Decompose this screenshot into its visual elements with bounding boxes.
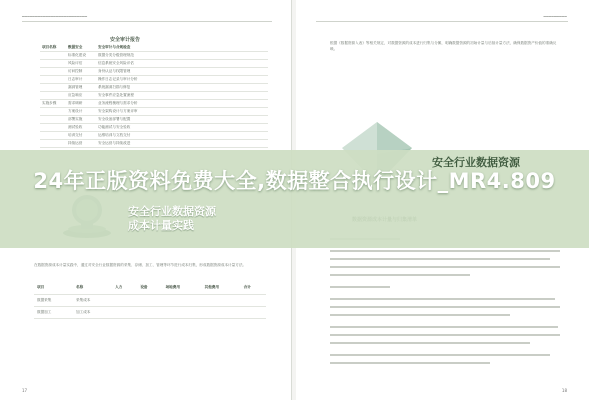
table-cell: 业务流程梳理与需求分析 (96, 100, 268, 108)
table-cell (40, 140, 66, 148)
text-line (330, 362, 490, 364)
table-cell (112, 294, 137, 306)
table-cell: 安全审计与合规检查 (96, 44, 268, 52)
table-row (40, 132, 268, 140)
table-cell (40, 60, 66, 68)
table-row (34, 306, 266, 318)
table-cell: 安全运营与持续改进 (96, 140, 268, 148)
text-line (330, 314, 510, 316)
table-cell: 信息系统安全风险评估 (96, 60, 268, 68)
table-title: 安全审计报告 (110, 37, 141, 43)
table-header-cell: 名称 (73, 282, 112, 294)
table-cell: 安全设备部署与配置 (96, 116, 268, 124)
table-cell: 标准化建设 (66, 52, 96, 60)
table-cell: 加工成本 (73, 306, 112, 318)
table-header-cell: 设备 (137, 282, 162, 294)
table-cell: 数据安全 (66, 44, 96, 52)
table-cell: 部署实施 (66, 116, 96, 124)
table-row (40, 52, 268, 60)
table-cell (40, 68, 66, 76)
table-row (40, 44, 268, 52)
text-line (330, 342, 530, 344)
table-cell: 运维培训与文档交付 (96, 132, 268, 140)
page-number-right: 18 (561, 388, 567, 393)
table-cell (163, 294, 202, 306)
table-cell: 需求调研 (66, 100, 96, 108)
cost-table (34, 282, 266, 319)
text-line (330, 306, 560, 308)
text-line (330, 354, 550, 356)
table-cell: 数据分类分级管理规范 (96, 52, 268, 60)
table-header-cell: 人力 (112, 282, 137, 294)
table-cell: 方案设计 (66, 108, 96, 116)
table-cell: 操作日志记录与审计分析 (96, 76, 268, 84)
table-row (40, 108, 268, 116)
text-line (330, 274, 470, 276)
table-row (40, 92, 268, 100)
table-cell: 持续运营 (66, 140, 96, 148)
table-cell (40, 52, 66, 60)
text-line (330, 326, 558, 328)
right-section-title: 安全行业数据资源 (432, 156, 520, 169)
text-line (330, 286, 390, 288)
table-cell (40, 84, 66, 92)
table-cell (40, 92, 66, 100)
table-cell: 实施步骤 (40, 100, 66, 108)
table-cell (137, 306, 162, 318)
table-cell (40, 116, 66, 124)
table-header-row (34, 282, 266, 294)
header-rule (316, 21, 568, 22)
table-row (40, 100, 268, 108)
table-cell (40, 108, 66, 116)
table-cell (163, 306, 202, 318)
table-cell: 功能测试与安全验收 (96, 124, 268, 132)
text-line (330, 334, 560, 336)
table-header-cell: 项目 (34, 282, 73, 294)
table-cell (112, 306, 137, 318)
table-cell (40, 132, 66, 140)
table-cell: 应急响应 (66, 92, 96, 100)
table-row (40, 124, 268, 132)
table-cell: 安全事件应急处置流程 (96, 92, 268, 100)
table-header-cell: 场地费用 (163, 282, 202, 294)
table-cell: 安全架构设计与方案评审 (96, 108, 268, 116)
table-row (40, 68, 268, 76)
audit-table (40, 44, 268, 148)
table-row (40, 140, 268, 148)
banner-title: 24年正版资料免费大全,数据整合执行设计_MR4.809 (33, 169, 556, 193)
page-number-left: 17 (22, 388, 28, 393)
table-cell (137, 294, 162, 306)
table-cell: 数据采集 (34, 294, 73, 306)
table-cell: 培训交付 (66, 132, 96, 140)
header-rule (22, 21, 272, 22)
table-row (40, 76, 268, 84)
table-cell: 访问控制 (66, 68, 96, 76)
table-cell: 系统漏洞扫描与修复 (96, 84, 268, 92)
table-cell: 数据加工 (34, 306, 73, 318)
table-cell (202, 294, 241, 306)
table-cell: 风险评估 (66, 60, 96, 68)
table-cell: 漏洞管理 (66, 84, 96, 92)
left-section-title (128, 205, 216, 233)
section-title-line-1: 安全行业数据资源 (128, 205, 216, 218)
text-line (330, 250, 560, 252)
table-cell: 日志审计 (66, 76, 96, 84)
text-line (330, 266, 560, 268)
table-cell (241, 294, 266, 306)
left-paragraph: 在数据资源成本计量实践中，通过对安全行业数据资源的采集、存储、加工、管理等环节进行成本归集，形成数据资源成本计量方法。 (34, 263, 247, 267)
table-cell: 项目名称 (40, 44, 66, 52)
table-header-cell: 其他费用 (202, 282, 241, 294)
table-row (40, 84, 268, 92)
table-cell: 身份认证与权限管理 (96, 68, 268, 76)
text-line (330, 258, 550, 260)
left-page-header: ━━━━━━━━━━━━━━━━━━━━━━━━━ (22, 14, 88, 19)
right-paragraph: 根据《数据资源入表》等相关规定，对数据资源的成本进行归集与分摊，明确数据资源的初始计量与后续计量方法，确保数据资产价值的准确反映。 (330, 41, 557, 51)
table-row (34, 294, 266, 306)
table-cell (40, 76, 66, 84)
table-cell: 采集成本 (73, 294, 112, 306)
table-row (40, 60, 268, 68)
section-title-line-2: 成本计量实践 (128, 219, 194, 232)
table-cell: 测试验收 (66, 124, 96, 132)
table-row (40, 116, 268, 124)
text-line (330, 298, 555, 300)
table-cell (40, 124, 66, 132)
table-header-cell: 合计 (241, 282, 266, 294)
right-page-header: ━━━━━━━━━ (543, 14, 567, 19)
table-cell (202, 306, 241, 318)
table-cell (241, 306, 266, 318)
